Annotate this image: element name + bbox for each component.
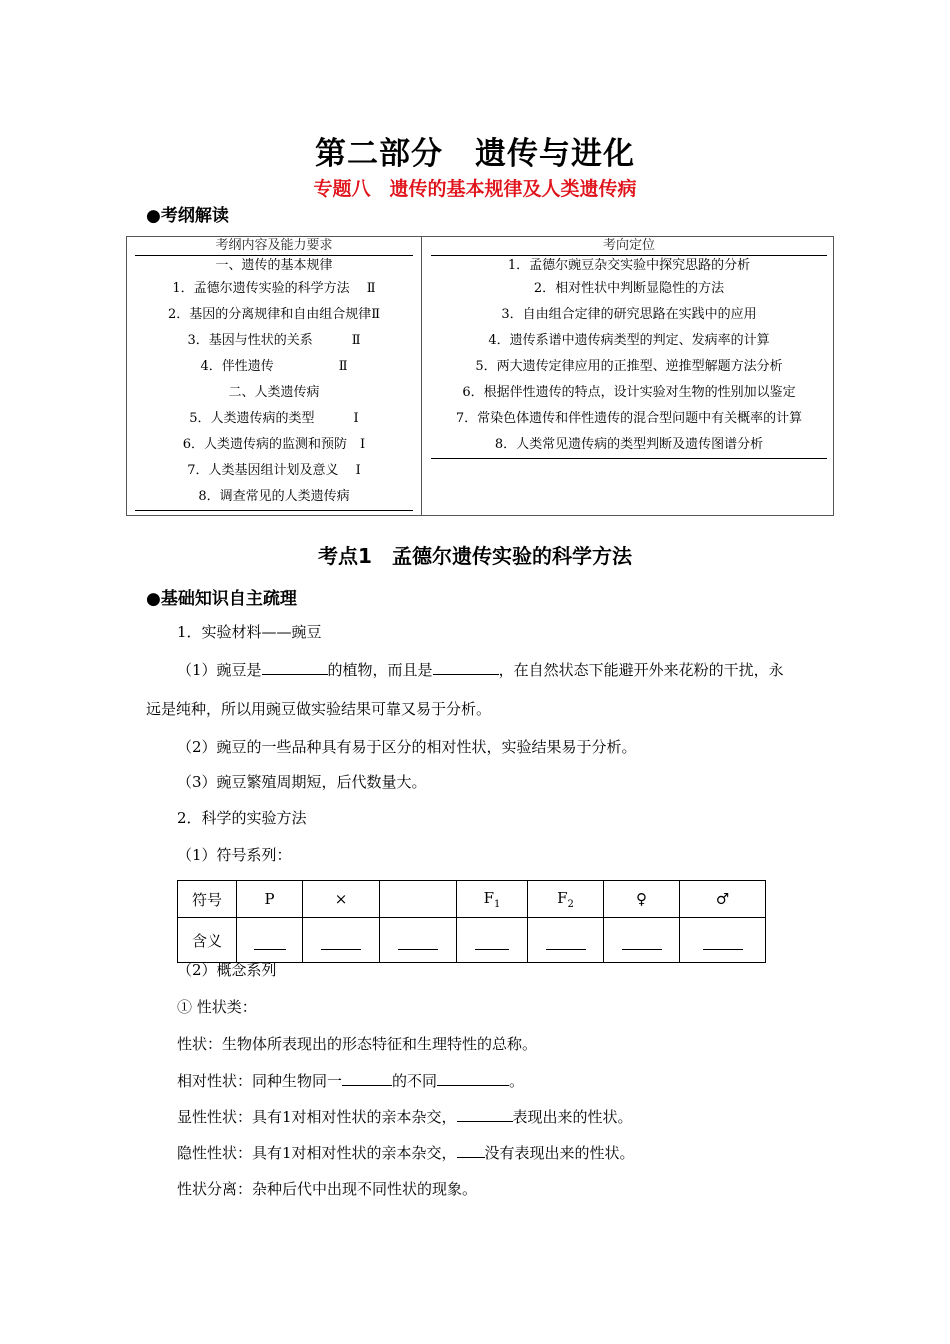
text-segment: 相对性状：同种生物同一 bbox=[177, 1072, 343, 1090]
outline-right-row: 8．人类常见遗传病的类型判断及遗传图谱分析 bbox=[494, 437, 764, 452]
fill-blank[interactable] bbox=[254, 939, 286, 950]
row-label-symbol: 符号 bbox=[178, 881, 237, 918]
definition-recessive-trait bbox=[177, 1141, 635, 1164]
fill-blank[interactable] bbox=[546, 939, 586, 950]
fill-blank[interactable] bbox=[321, 939, 361, 950]
outline-table bbox=[126, 236, 834, 516]
outline-right-row: 1．孟德尔豌豆杂交实验中探究思路的分析 bbox=[507, 258, 751, 273]
outline-right-row: 4．遗传系谱中遗传病类型的判定、发病率的计算 bbox=[488, 333, 770, 348]
fill-blank[interactable] bbox=[457, 1105, 513, 1122]
text-segment: 的植物，而且是 bbox=[327, 661, 433, 679]
fill-blank[interactable] bbox=[457, 1141, 485, 1158]
concept-series-label: （2）概念系列 bbox=[177, 961, 277, 979]
definition-trait-segregation: 性状分离：杂种后代中出现不同性状的现象。 bbox=[177, 1180, 478, 1198]
symbol-table bbox=[177, 880, 766, 963]
outline-section-title: ●考纲解读 bbox=[146, 206, 229, 226]
outline-left-row: 一、遗传的基本规律 bbox=[215, 258, 333, 273]
symbol-cell-f1 bbox=[457, 881, 528, 918]
outline-left-row: 3．基因与性状的关系 Ⅱ bbox=[187, 333, 361, 348]
symbol-series-label: （1）符号系列： bbox=[177, 846, 292, 864]
paragraph-pea-1 bbox=[177, 658, 784, 681]
outline-left-row: 7．人类基因组计划及意义 Ⅰ bbox=[187, 463, 361, 478]
symbol-subscript: 1 bbox=[494, 898, 501, 910]
outline-right-row: 5．两大遗传定律应用的正推型、逆推型解题方法分析 bbox=[475, 359, 783, 374]
fill-blank[interactable] bbox=[398, 939, 438, 950]
outline-right-header: 考向定位 bbox=[431, 237, 827, 256]
outline-left-row: 1．孟德尔遗传实验的科学方法 Ⅱ bbox=[172, 281, 376, 296]
meaning-cell bbox=[237, 918, 303, 963]
outline-right-bottom-rule bbox=[431, 458, 827, 459]
outline-right-row: 6．根据伴性遗传的特点，设计实验对生物的性别加以鉴定 bbox=[462, 385, 796, 400]
fill-blank[interactable] bbox=[342, 1069, 392, 1086]
text-segment: （1）豌豆是 bbox=[177, 661, 262, 679]
symbol-subscript: 2 bbox=[567, 898, 574, 910]
item-experiment-material: 1．实验材料——豌豆 bbox=[177, 623, 322, 641]
item-scientific-method: 2．科学的实验方法 bbox=[177, 809, 307, 827]
kaodian-title: 考点1 孟德尔遗传实验的科学方法 bbox=[318, 544, 632, 568]
basic-knowledge-section-title: ●基础知识自主疏理 bbox=[146, 589, 297, 609]
symbol-row bbox=[178, 881, 766, 918]
text-segment: 显性性状：具有1对相对性状的亲本杂交， bbox=[177, 1108, 457, 1126]
column-divider bbox=[421, 237, 422, 515]
outline-left-row: 8．调查常见的人类遗传病 bbox=[198, 489, 350, 504]
text-segment: 表现出来的性状。 bbox=[512, 1108, 633, 1126]
outline-left-row: 2．基因的分离规律和自由组合规律Ⅱ bbox=[167, 307, 381, 322]
symbol-cell-f2 bbox=[528, 881, 604, 918]
outline-left-row: 5．人类遗传病的类型 Ⅰ bbox=[189, 411, 359, 426]
outline-right-row: 7．常染色体遗传和伴性遗传的混合型问题中有关概率的计算 bbox=[455, 411, 803, 426]
fill-blank[interactable] bbox=[433, 658, 499, 675]
topic-subtitle: 专题八 遗传的基本规律及人类遗传病 bbox=[313, 178, 637, 200]
outline-left-row: 4．伴性遗传 Ⅱ bbox=[200, 359, 348, 374]
definition-dominant-trait bbox=[177, 1105, 633, 1128]
meaning-cell bbox=[457, 918, 528, 963]
outline-left-header: 考纲内容及能力要求 bbox=[135, 237, 413, 256]
outline-right-column bbox=[431, 237, 827, 515]
outline-left-column bbox=[135, 237, 413, 515]
paragraph-pea-2: （2）豌豆的一些品种具有易于区分的相对性状，实验结果易于分析。 bbox=[177, 738, 637, 756]
paragraph-pea-1-cont: 远是纯种，所以用豌豆做实验结果可靠又易于分析。 bbox=[146, 700, 492, 718]
outline-left-row: 6．人类遗传病的监测和预防 Ⅰ bbox=[182, 437, 366, 452]
symbol-f: F bbox=[557, 888, 568, 907]
paragraph-pea-3: （3）豌豆繁殖周期短，后代数量大。 bbox=[177, 773, 427, 791]
row-label-meaning: 含义 bbox=[178, 918, 237, 963]
fill-blank[interactable] bbox=[475, 939, 509, 950]
male-symbol-cell: ♂ bbox=[680, 881, 766, 918]
text-segment: 。 bbox=[509, 1072, 525, 1090]
symbol-cell: × bbox=[303, 881, 380, 918]
symbol-cell: P bbox=[237, 881, 303, 918]
page-title: 第二部分 遗传与进化 bbox=[315, 136, 635, 172]
fill-blank[interactable] bbox=[622, 939, 662, 950]
outline-left-bottom-rule bbox=[135, 510, 413, 511]
fill-blank[interactable] bbox=[262, 658, 328, 675]
fill-blank[interactable] bbox=[703, 939, 743, 950]
outline-left-row: 二、人类遗传病 bbox=[228, 385, 320, 400]
symbol-f: F bbox=[483, 888, 495, 907]
fill-blank[interactable] bbox=[437, 1069, 509, 1086]
female-symbol-cell: ♀ bbox=[604, 881, 680, 918]
meaning-cell bbox=[528, 918, 604, 963]
meaning-cell bbox=[303, 918, 380, 963]
trait-category-label: ① 性状类： bbox=[177, 998, 257, 1016]
symbol-cell bbox=[380, 881, 457, 918]
text-segment: ，在自然状态下能避开外来花粉的干扰，永 bbox=[498, 661, 784, 679]
text-segment: 没有表现出来的性状。 bbox=[484, 1144, 635, 1162]
definition-relative-trait bbox=[177, 1069, 524, 1092]
text-segment: 隐性性状：具有1对相对性状的亲本杂交， bbox=[177, 1144, 457, 1162]
outline-right-row: 3．自由组合定律的研究思路在实践中的应用 bbox=[501, 307, 757, 322]
meaning-row bbox=[178, 918, 766, 963]
meaning-cell bbox=[380, 918, 457, 963]
meaning-cell bbox=[604, 918, 680, 963]
definition-trait: 性状：生物体所表现出的形态特征和生理特性的总称。 bbox=[177, 1035, 538, 1053]
text-segment: 的不同 bbox=[392, 1072, 438, 1090]
meaning-cell bbox=[680, 918, 766, 963]
outline-right-row: 2．相对性状中判断显隐性的方法 bbox=[533, 281, 725, 296]
